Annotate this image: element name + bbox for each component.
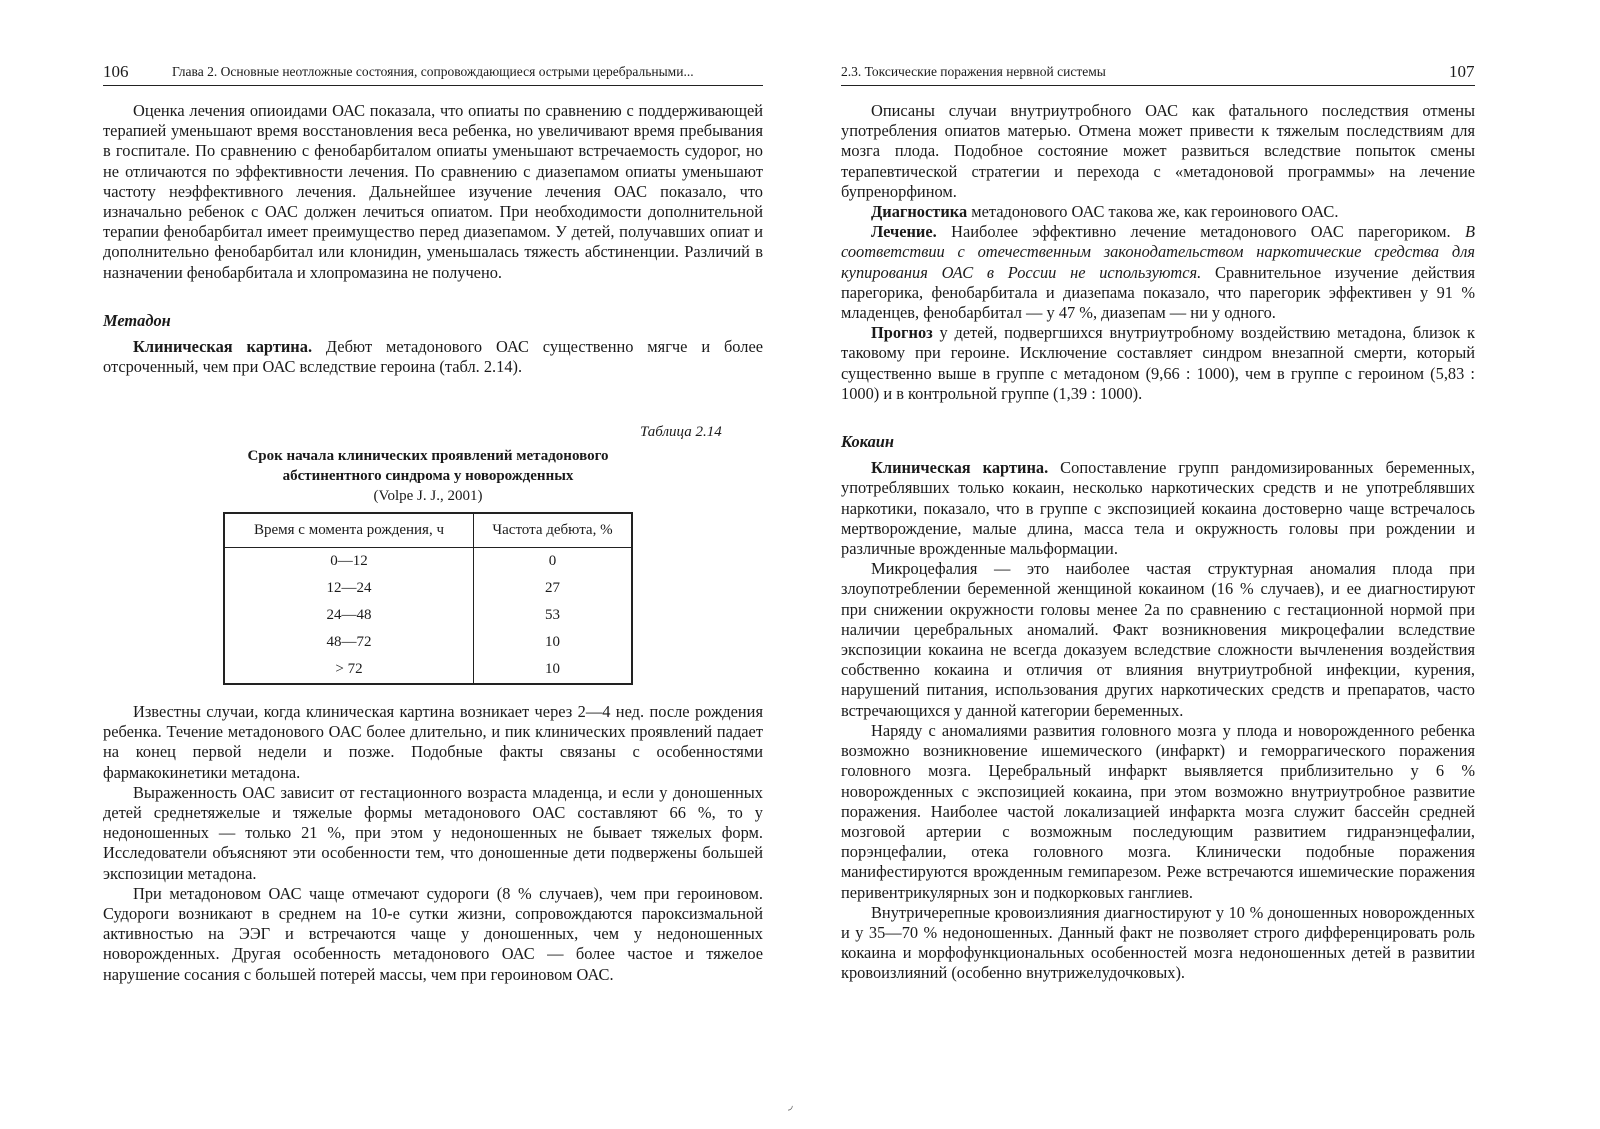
table-cell-frequency: 27 [545,580,560,596]
paragraph-text: Сравнительное изучение действия парегорика, фенобарбитала и диазепама показало, что парегорик эффективен у 91 % младенцев, фенобарбитал — у 47 %, диазепам — ни у одного. [841,262,1475,323]
paragraph-text: метадонового ОАС такова же, как героинового ОАС. [967,202,1339,222]
table-cell-time: 48—72 [224,629,474,656]
table-cell-frequency: 10 [545,661,560,677]
paragraph: Известны случаи, когда клиническая картина возникает через 2—4 нед. после рождения ребенка. Течение метадонового ОАС более длительно, и пик клинических проявлений падает на конец первой недели и позже. Подобные факты связаны с особенностями фармакокинетики метадона. [103,702,763,782]
paragraph-lead: Клиническая картина. [133,337,313,357]
table-cell-time: 24—48 [224,602,474,629]
paragraph [841,458,1475,559]
scan-mark: ◞ [788,1098,793,1112]
table-cell-time: > 72 [224,656,474,684]
left-text-bottom [103,702,763,985]
header-rule [103,85,763,86]
table-cell-frequency: 0 [548,553,557,569]
onset-table [223,512,633,685]
paragraph-text: Наиболее эффективно лечение метадонового ОАС парегориком. [936,222,1451,242]
paragraph [841,323,1475,404]
table-title [223,446,633,506]
paragraph: При метадоновом ОАС чаще отмечают судороги (8 % случаев), чем при героиновом. Судороги возникают в среднем на 10-е сутки жизни, сопровождаются пароксизмальной активностью на ЭЭГ и встречаются чаще у доношенных, чем у недоношенных новорожденных. Другая особенность метадонового ОАС — более частое и тяжелое нарушение сосания с большей потерей массы, чем при героиновом ОАС. [103,883,763,984]
table-cell-frequency: 10 [545,634,560,650]
section-title: Кокаин [841,432,894,452]
paragraph: Микроцефалия — это наиболее частая структурная аномалия плода при злоупотреблении беременной женщиной кокаином (16 % случаев), и ее диагностируют при снижении окружности головы менее 2а по сравнению с гестационной нормой при наличии церебральных аномалий. Факт возникновения микроцефалии вследствие экспозиции кокаина не всегда доказуем вследствие сложности вычленения воздействия собственно кокаина и отличия от влияния внутриутробной инфекции, курения, нарушений питания, использования других наркотических средств и препаратов, часто встречающихся у данной категории беременных. [841,559,1475,720]
paragraph-italic: В соответствии с отечественным законодательством наркотические средства для купирования ОАС в России не используются. [841,222,1475,282]
paragraph: Наряду с аномалиями развития головного мозга у плода и новорожденного ребенка возможно возникновение ишемического (инфаркт) и геморрагического поражения головного мозга. Церебральный инфаркт выявляется приблизительно у 6 % новорожденных с экспозицией кокаина, при этом возможно внутриутробное развитие поражения. Наиболее частой локализацией инфаркта мозга служит бассейн средней мозговой артерии с возможным последующим развитием гидранэнцефалии, порэнцефалии, отека головного мозга. Клинически подобные поражения манифестируются врожденным гемипарезом. Реже встречаются ишемические поражения перивентрикулярных зон и подкорковых ганглиев. [841,720,1475,902]
paragraph-lead: Диагностика [871,202,968,222]
right-text [841,101,1475,984]
table-header-row [224,513,632,548]
table-source: (Volpe J. J., 2001) [373,488,483,504]
right-page [800,0,1600,1129]
paragraph: Оценка лечения опиоидами ОАС показала, что опиаты по сравнению с поддерживающей терапией уменьшают время восстановления веса ребенка, но увеличивают время пребывания в госпитале. По сравнению с фенобарбиталом опиаты уменьшают встречаемость судорог, но не отличаются по эффективности лечения. По сравнению с диазепамом опиаты уменьшают частоту неэффективного лечения. Дальнейшее изучение лечения ОАС показало, что изначально ребенок с ОАС должен лечиться опиатом. При необходимости дополнительной терапии фенобарбитал имеет преимущество перед диазепамом. У детей, получавших опиат и дополнительно фенобарбитал или клонидин, уменьшалась тяжесть абстиненции. Различий в назначении фенобарбитала и хлопромазина не получено. [103,101,763,282]
paragraph: Внутричерепные кровоизлияния диагностируют у 10 % доношенных новорожденных и у 35—70 % недоношенных. Данный факт не позволяет строго дифференцировать роль кокаина и морфофункциональных особенностей мозга недоношенных детей в развитии кровоизлияний (особенно внутрижелудочковых). [841,902,1475,983]
section-title: Метадон [103,310,171,330]
header-rule [841,85,1475,86]
paragraph [103,337,763,377]
running-head: 2.3. Токсические поражения нервной системы [841,64,1106,79]
left-text-top [103,101,763,377]
table-row [224,575,632,602]
paragraph [841,222,1475,323]
paragraph-lead: Прогноз [871,323,933,343]
page-number: 106 [103,62,129,81]
paragraph [841,202,1475,222]
paragraph-text: у детей, подвергшихся внутриутробному воздействию метадона, близок к таковому при героине. Исключение составляет синдром внезапной смерти, который существенно выше в группе с метадоном (9,66 : 1000), чем в группе с героином (5,83 : 1000) и в контрольной группе (1,39 : 1000). [841,323,1475,403]
running-head: Глава 2. Основные неотложные состояния, сопровождающиеся острыми церебральными... [172,64,694,79]
table-row [224,629,632,656]
paragraph: Выраженность ОАС зависит от гестационного возраста младенца, и если у доношенных детей среднетяжелые и тяжелые формы метадонового ОАС составляют 66 %, то у недоношенных — только 21 %, при этом у недоношенных не бывает тяжелых форм. Исследователи объясняют эти особенности тем, что доношенные дети подвержены большей экспозиции метадона. [103,782,763,883]
table-number: Таблица 2.14 [640,424,722,440]
paragraph-lead: Клиническая картина. [871,458,1049,478]
paragraph-text: Сопоставление групп рандомизированных беременных, употреблявших только кокаин, несколько наркотических средств и не употреблявших наркотики, показало, что в группе с экспозицией кокаина достоверно чаще встречалось мертворождение, малые длина, масса тела и окружность головы при рождении и различные врожденные мальформации. [841,458,1475,559]
paragraph-text: Дебют метадонового ОАС существенно мягче и более отсроченный, чем при ОАС вследствие героина (табл. 2.14). [103,337,763,377]
table-cell-time: 12—24 [224,575,474,602]
table-row [224,602,632,629]
table-row [224,656,632,684]
table-cell-time: 0—12 [224,548,474,576]
table-title-line: абстинентного синдрома у новорожденных [282,468,574,484]
table-cell-frequency: 53 [545,607,560,623]
table-header-time: Время с момента рождения, ч [224,513,474,548]
page-number: 107 [1449,62,1475,81]
paragraph: Описаны случаи внутриутробного ОАС как фатального последствия отмены употребления опиатов матерью. Отмена может привести к тяжелым последствиям для мозга плода. Подобное состояние может развиться вследствие попыток смены терапевтической стратегии и перехода с «метадоновой программы» на лечение бупренорфином. [841,101,1475,201]
table-row [224,548,632,576]
paragraph-lead: Лечение. [871,222,937,242]
table-title-line: Срок начала клинических проявлений метадонового [247,448,609,464]
table-header-frequency: Частота дебюта, % [474,513,633,548]
